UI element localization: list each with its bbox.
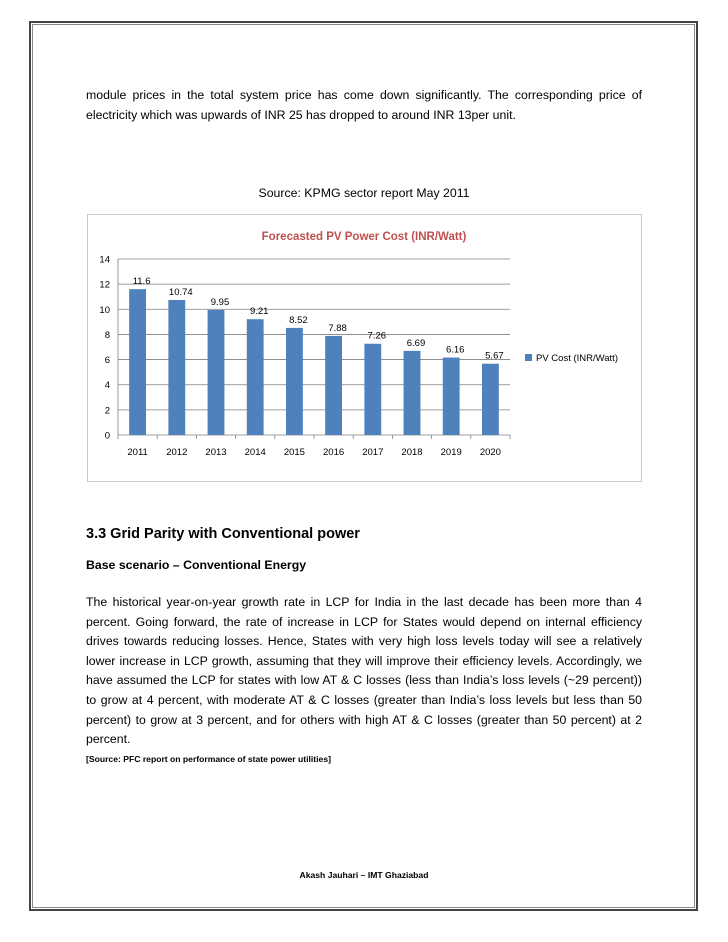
legend-swatch (525, 354, 532, 361)
bar-2013 (208, 310, 225, 435)
bar-2016 (325, 336, 342, 435)
intro-paragraph: module prices in the total system price has come down significantly. The corresponding price of electricity which was upwards of INR 25 has dropped to around INR 13per unit. (86, 88, 642, 122)
subheading: Base scenario – Conventional Energy (86, 558, 307, 572)
x-tick-label-2020: 2020 (479, 447, 501, 458)
value-label-2013: 9.95 (210, 296, 230, 308)
bar-2018 (404, 351, 421, 435)
bar-2014 (247, 319, 264, 435)
x-tick-label-2012: 2012 (166, 447, 188, 458)
bar-2015 (286, 328, 303, 435)
y-tick-label: 2 (104, 405, 110, 417)
x-tick-label-2013: 2013 (205, 447, 227, 458)
x-tick-label-2016: 2016 (323, 447, 345, 458)
bar-2017 (364, 344, 381, 435)
y-tick-label: 0 (104, 430, 110, 442)
pv-cost-chart (88, 215, 643, 483)
chart-title: Forecasted PV Power Cost (INR/Watt) (261, 231, 467, 243)
y-tick-label: 6 (104, 355, 110, 367)
value-label-2019: 6.16 (445, 344, 465, 356)
value-label-2018: 6.69 (406, 337, 426, 349)
bar-2019 (443, 358, 460, 435)
section-heading: 3.3 Grid Parity with Conventional power (86, 526, 360, 542)
value-label-2011: 11.6 (132, 276, 151, 288)
legend-label: PV Cost (INR/Watt) (536, 353, 618, 364)
y-tick-label: 4 (104, 380, 110, 392)
y-tick-label: 10 (99, 304, 110, 316)
x-tick-label-2014: 2014 (244, 447, 266, 458)
page-footer: Akash Jauhari – IMT Ghaziabad (299, 870, 429, 880)
bar-2012 (168, 300, 185, 435)
y-tick-label: 8 (104, 329, 110, 341)
value-label-2014: 9.21 (249, 306, 269, 318)
y-tick-label: 14 (99, 254, 110, 266)
value-label-2012: 10.74 (168, 286, 193, 298)
value-label-2017: 7.26 (367, 330, 387, 342)
reference-note: [Source: PFC report on performance of state power utilities] (86, 754, 331, 764)
value-label-2016: 7.88 (328, 322, 347, 334)
value-label-2015: 8.52 (289, 314, 308, 326)
x-tick-label-2015: 2015 (283, 447, 305, 458)
source-line: Source: KPMG sector report May 2011 (258, 186, 470, 200)
x-tick-label-2019: 2019 (440, 447, 462, 458)
x-tick-label-2011: 2011 (127, 447, 148, 458)
value-label-2020: 5.67 (485, 350, 504, 362)
y-tick-label: 12 (99, 279, 110, 291)
x-tick-label-2018: 2018 (401, 447, 423, 458)
bar-2011 (129, 289, 146, 435)
chart-frame (87, 214, 642, 482)
x-tick-label-2017: 2017 (362, 447, 384, 458)
body-paragraph: The historical year-on-year growth rate in LCP for India in the last decade has been more than 4 percent. Going forward, the rate of increase in LCP for States would depend on internal efficiency drives towards reducing losses. Hence, States with very high loss levels today will see a relatively lower increase in LCP growth, assuming that they will improve their efficiency levels. Accordingly, we have assumed the LCP for states with low AT & C losses (less than India’s loss levels (~29 percent)) to grow at 4 percent, with moderate AT & C losses (greater than India’s loss levels but less than 50 percent) to grow at 3 percent, and for others with high AT & C losses (greater than 50 percent) at 2 percent. (86, 595, 642, 747)
bar-2020 (482, 364, 499, 435)
